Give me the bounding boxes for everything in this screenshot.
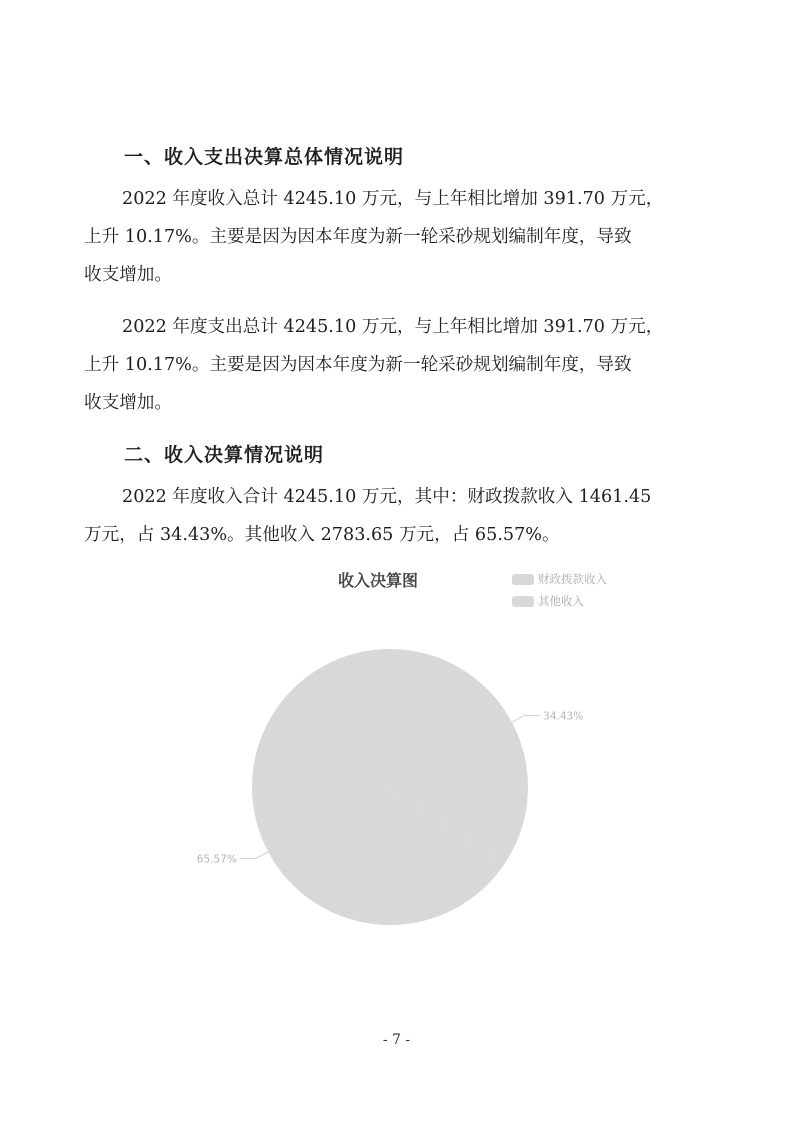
legend-label: 其他收入 bbox=[538, 594, 584, 608]
text-line: 2022 年度收入总计 4245.10 万元，与上年相比增加 391.70 万元， bbox=[122, 189, 664, 209]
text-line: 收支增加。 bbox=[84, 393, 172, 413]
text-line: 上升 10.17%。主要是因为因本年度为新一轮采砂规划编制年度，导致 bbox=[84, 227, 632, 247]
text-line: 万元，占 34.43%。其他收入 2783.65 万元，占 65.57%。 bbox=[84, 525, 560, 545]
text-line: 2022 年度支出总计 4245.10 万元，与上年相比增加 391.70 万元， bbox=[122, 317, 664, 337]
label-leader-line bbox=[512, 716, 540, 723]
text-line: 收支增加。 bbox=[84, 265, 172, 285]
chart-title: 收入决算图 bbox=[338, 571, 419, 590]
section1-heading: 一、收入支出决算总体情况说明 bbox=[124, 146, 405, 168]
label-leader-line bbox=[240, 852, 268, 859]
pie-data-label: 65.57% bbox=[196, 853, 237, 866]
page-number: - 7 - bbox=[382, 1032, 411, 1048]
pie-data-label: 34.43% bbox=[543, 710, 584, 723]
text-line: 上升 10.17%。主要是因为因本年度为新一轮采砂规划编制年度，导致 bbox=[84, 355, 632, 375]
section2-heading: 二、收入决算情况说明 bbox=[124, 444, 325, 466]
text-line: 2022 年度收入合计 4245.10 万元，其中：财政拨款收入 1461.45 bbox=[122, 487, 652, 507]
legend-label: 财政拨款收入 bbox=[538, 572, 607, 586]
